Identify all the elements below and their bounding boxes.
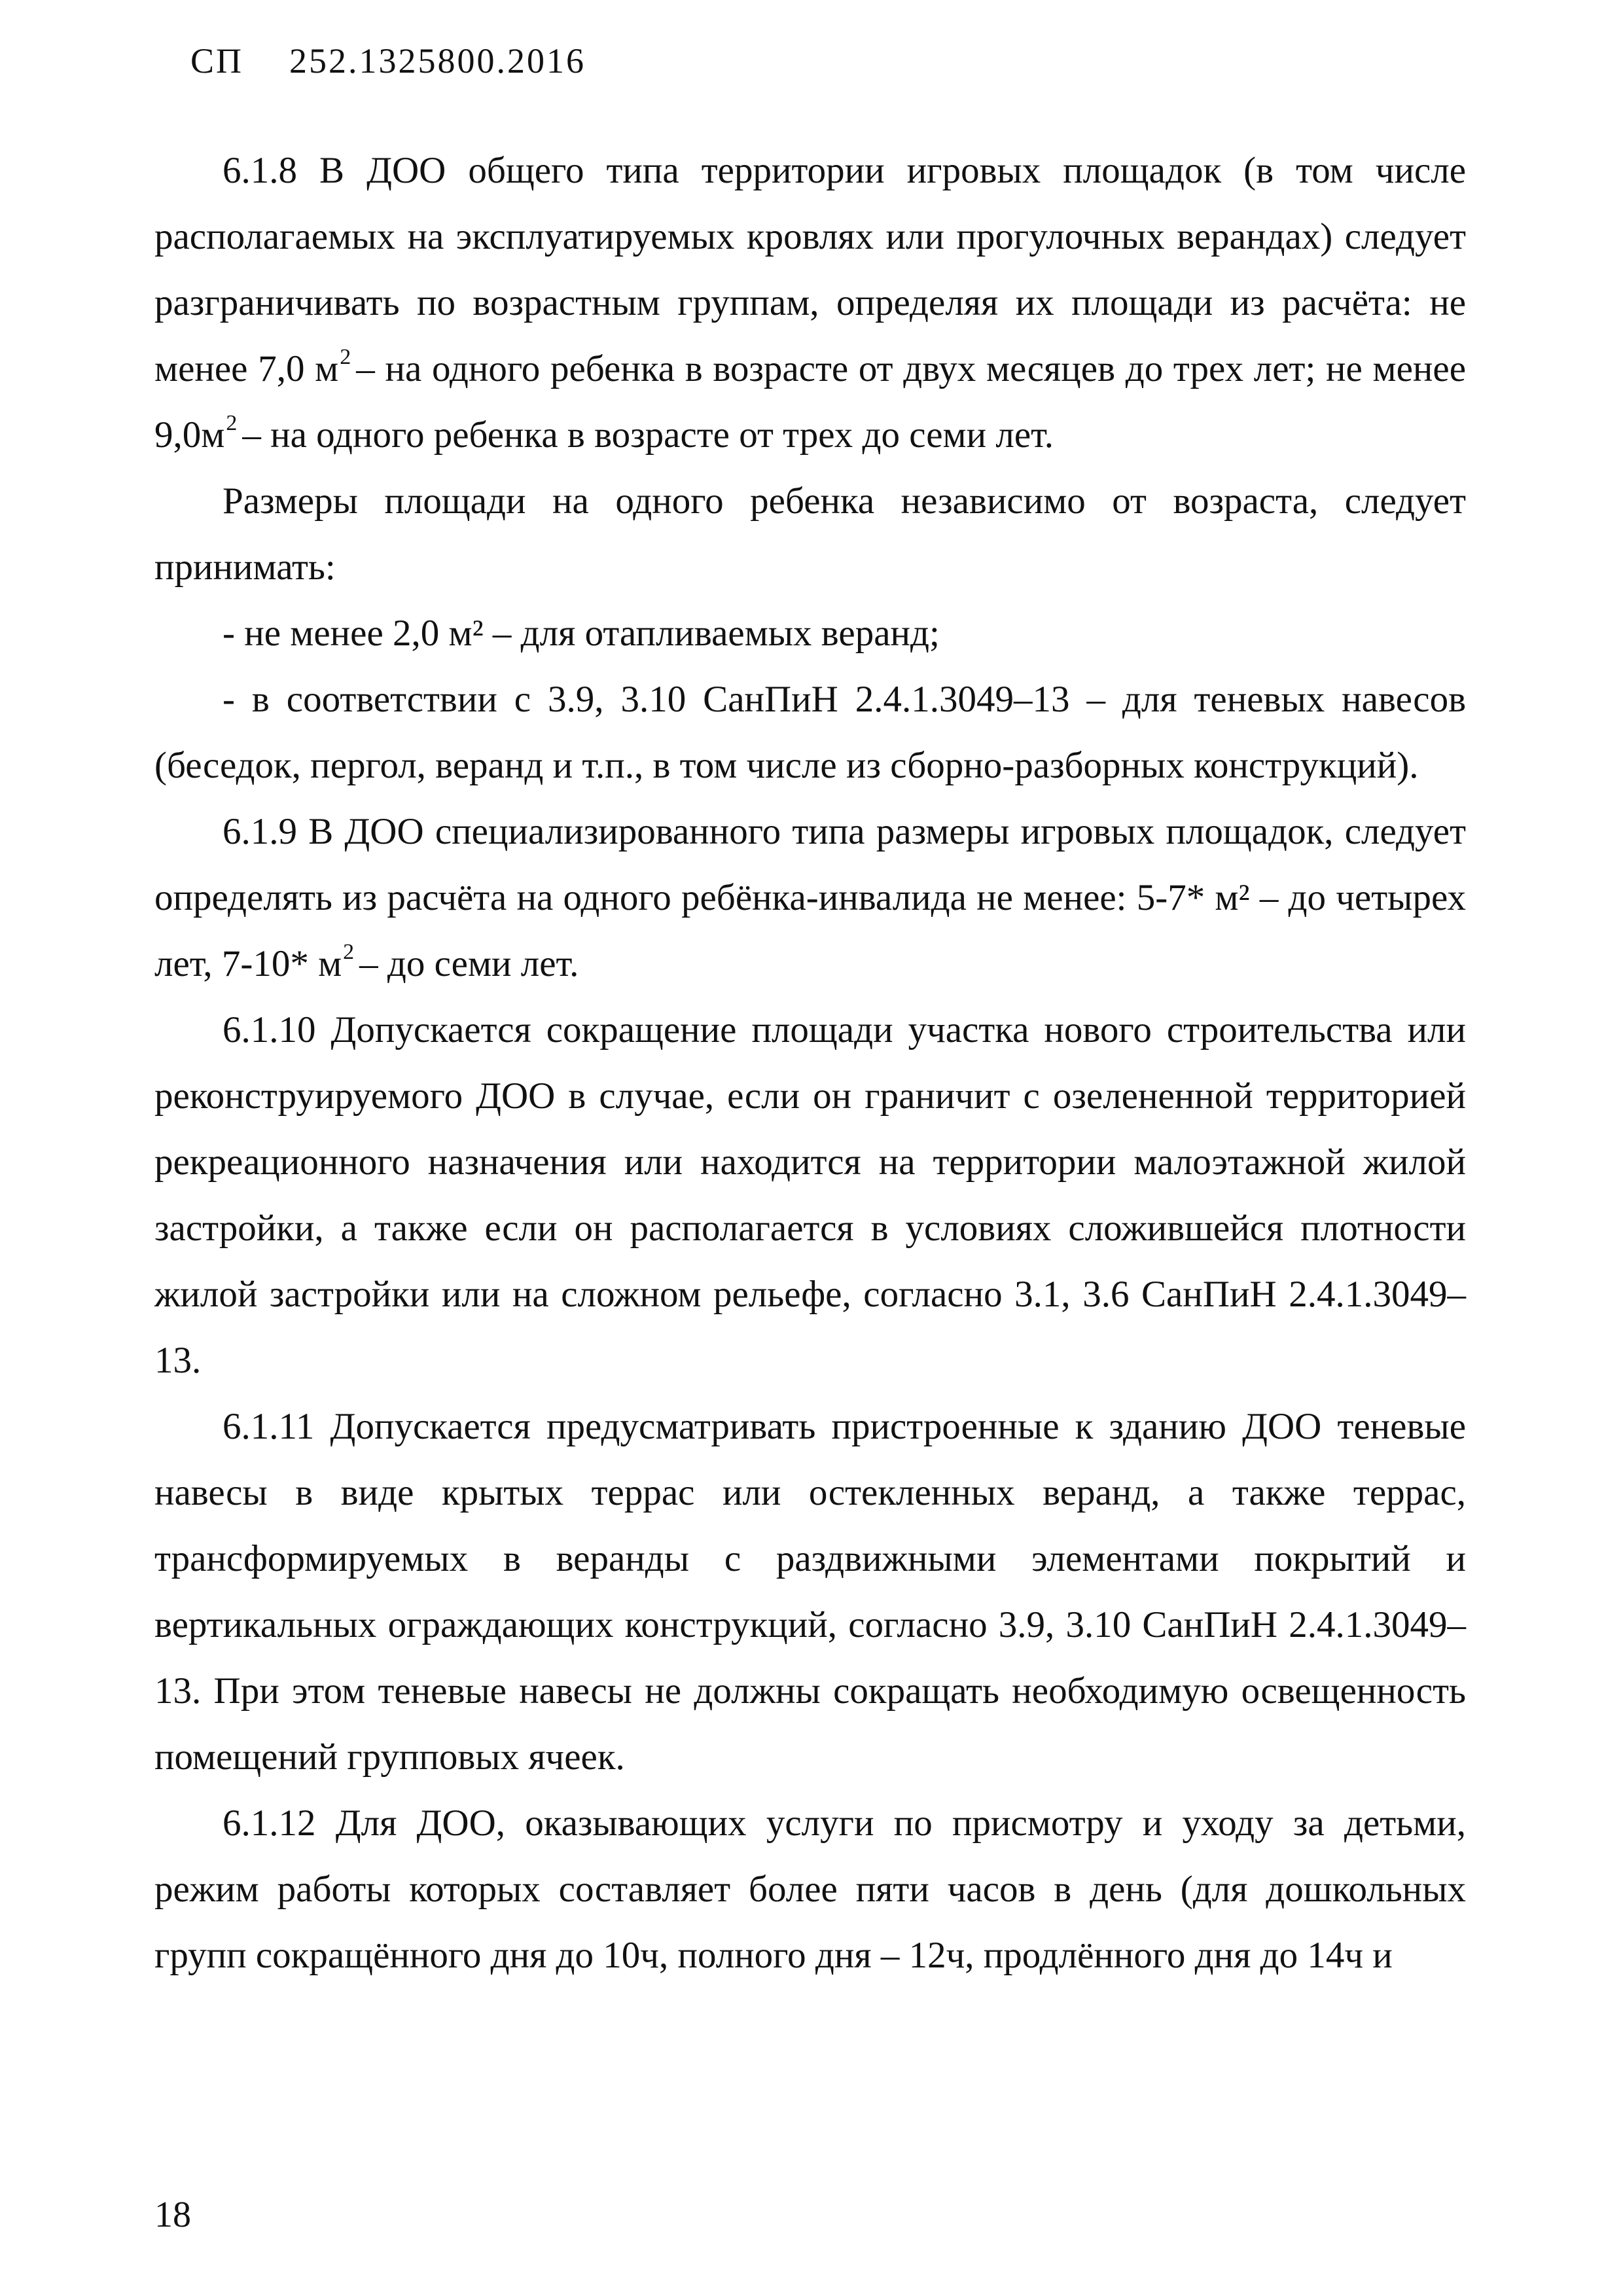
paragraph-6-1-9-part2: – до семи лет.	[359, 943, 579, 984]
paragraph-6-1-8-part2: – на одного ребенка в возрасте от двух месяцев до трех лет; не менее 9,0м	[154, 348, 1466, 456]
paragraph-6-1-8-part3: – на одного ребенка в возрасте от трех до семи лет.	[242, 414, 1054, 456]
superscript-2: 2	[340, 345, 351, 369]
paragraph-sizes-intro: Размеры площади на одного ребенка независимо от возраста, следует принимать:	[154, 480, 1466, 588]
paragraph-6-1-10: 6.1.10 Допускается сокращение площади участка нового строительства или реконструируемого ДОО в случае, если он граничит с озелененной территорией рекреационного назначения или находится на территории малоэтажной жилой застройки, а также если он располагается в условиях сложившейся плотности жилой застройки или на сложном рельефе, согласно 3.1, 3.6 СанПиН 2.4.1.3049–13.	[154, 1009, 1466, 1381]
superscript-2: 2	[343, 940, 355, 964]
list-item-heated-verandas: - не менее 2,0 м² – для отапливаемых веранд;	[223, 613, 940, 654]
paragraph-6-1-8	[154, 137, 1466, 468]
page-header	[190, 41, 586, 81]
paragraph-6-1-9	[154, 798, 1466, 997]
header-code: 252.1325800.2016	[289, 41, 586, 81]
paragraph-6-1-11: 6.1.11 Допускается предусматривать пристроенные к зданию ДОО теневые навесы в виде крытых террас или остекленных веранд, а также террас, трансформируемых в веранды с раздвижными элементами покрытий и вертикальных ограждающих конструкций, согласно 3.9, 3.10 СанПиН 2.4.1.3049–13. При этом теневые навесы не должны сокращать необходимую освещенность помещений групповых ячеек.	[154, 1406, 1466, 1778]
header-prefix: СП	[190, 41, 244, 81]
list-item-shade-canopies: - в соответствии с 3.9, 3.10 СанПиН 2.4.1.3049–13 – для теневых навесов (беседок, пергол, веранд и т.п., в том числе из сборно-разборных конструкций).	[154, 679, 1466, 786]
paragraph-6-1-9-part1: 6.1.9 В ДОО специализированного типа размеры игровых площадок, следует определять из расчёта на одного ребёнка-инвалида не менее: 5-7* м² – до четырех лет, 7-10* м	[154, 811, 1466, 984]
paragraph-6-1-12: 6.1.12 Для ДОО, оказывающих услуги по присмотру и уходу за детьми, режим работы которых составляет более пяти часов в день (для дошкольных групп сокращённого дня до 10ч, полного дня – 12ч, продлённого дня до 14ч и	[154, 1803, 1466, 1976]
document-body	[154, 137, 1466, 1988]
superscript-2: 2	[226, 411, 238, 435]
page-number: 18	[154, 2195, 191, 2235]
paragraph-6-1-8-part1: 6.1.8 В ДОО общего типа территории игровых площадок (в том числе располагаемых на эксплуатируемых кровлях или прогулочных верандах) следует разграничивать по возрастным группам, определяя их площади из расчёта: не менее 7,0 м	[154, 150, 1466, 389]
